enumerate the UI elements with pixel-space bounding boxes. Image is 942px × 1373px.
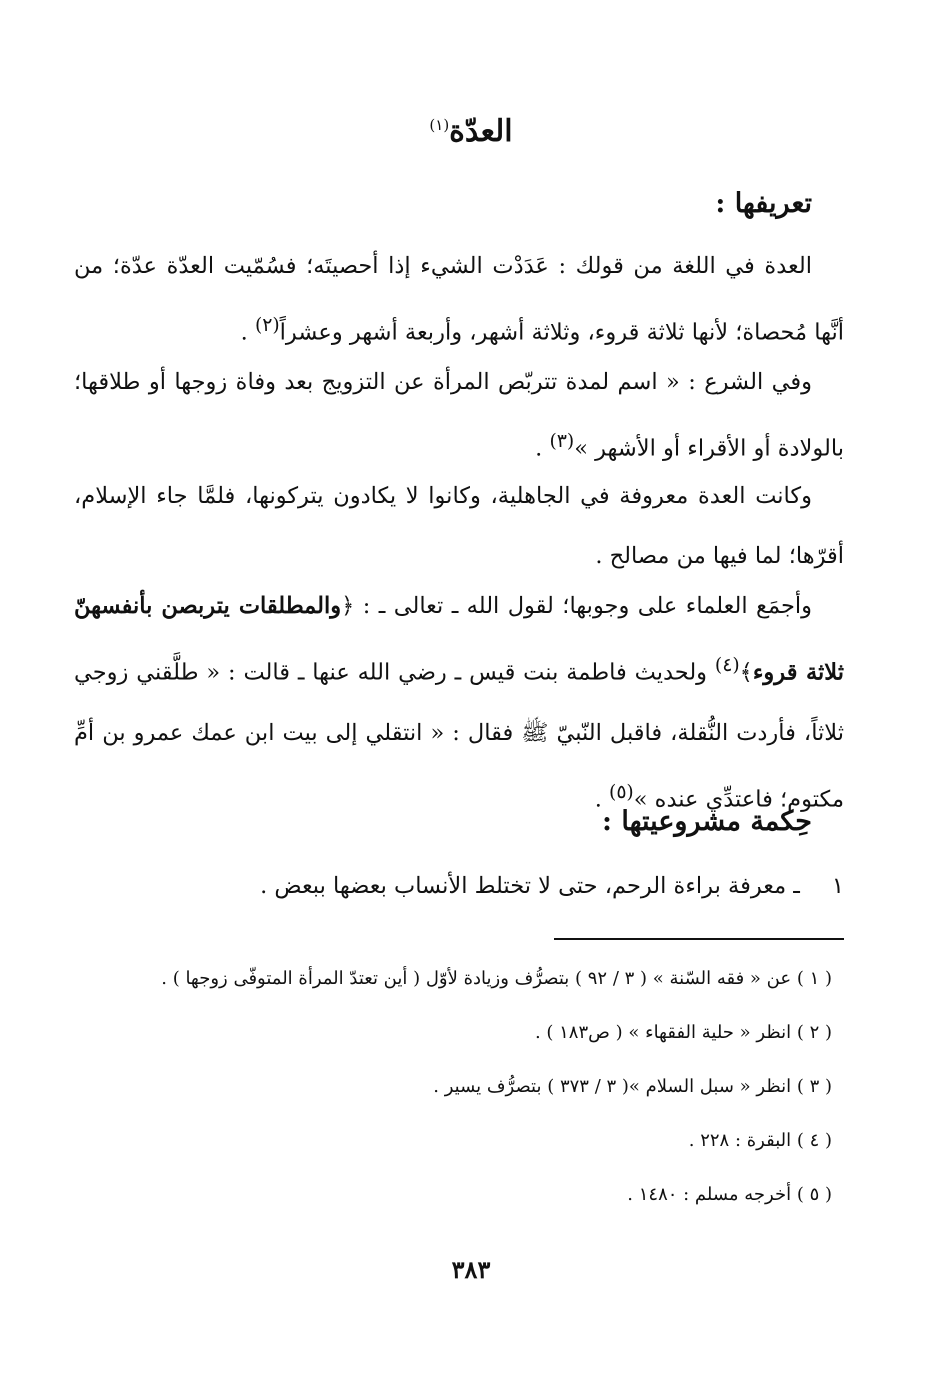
- wisdom-heading: حِكمة مشروعيتها :: [601, 806, 812, 837]
- wisdom-item-1: [74, 856, 844, 916]
- footnote-item: ( ٣ ) انظر « سبل السلام »( ٣ / ٣٧٣ ) بتصرُّف يسير .: [433, 1076, 832, 1097]
- footnote-mark-2: (٢): [254, 315, 280, 336]
- paragraph-text: وفي الشرع : « اسم لمدة تتربّص المرأة عن التزويج بعد وفاة زوجها أو طلاقها؛ بالولادة أو الأقراء أو الأشهر »: [74, 369, 844, 462]
- paragraph-text: وكانت العدة معروفة في الجاهلية، وكانوا لا يكادون يتركونها، فلمَّا جاء الإسلام، أقرّها؛ لما فيها من مصالح .: [74, 483, 844, 569]
- chapter-title-text: العدّة: [449, 114, 513, 149]
- footnote-item: ( ٤ ) البقرة : ٢٢٨ .: [688, 1130, 832, 1151]
- wisdom-item-text: ١ـ معرفة براءة الرحم، حتى لا تختلط الأنساب بعضها ببعض .: [260, 873, 844, 899]
- footnote-mark-3: (٣): [549, 431, 575, 452]
- chapter-title: [0, 100, 942, 157]
- definition-heading: تعريفها :: [715, 188, 812, 219]
- paragraph-linguistic-definition: [74, 236, 844, 363]
- paragraph-text: العدة في اللغة من قولك : عَدَدْت الشيء إذا أحصيتَه؛ فسُمّيت العدّة عدّة؛ من أنَّها مُحصاة؛ لأنها ثلاثة قروء، وثلاثة أشهر، وأربعة أشهر وعشراً: [74, 253, 844, 346]
- quran-close: ﴾: [739, 659, 753, 686]
- footnote-mark-1: (١): [429, 116, 450, 134]
- footnote-mark-4: (٤): [714, 655, 740, 676]
- hadith-text: ولحديث فاطمة بنت قيس ـ رضي الله عنها ـ قالت : « طلَّقني زوجي ثلاثاً، فأردت النُّقلة، فاقبل النّبيّ ﷺ فقال : « انتقلي إلى بيت ابن عمك عمرو بن أمِّ مكتوم؛ فاعتدِّي عنده »: [74, 659, 844, 812]
- paragraph-consensus: [74, 576, 844, 829]
- paragraph-text: وأجمَع العلماء على وجوبها؛ لقول الله ـ تعالى ـ : ﴿: [341, 593, 813, 619]
- paragraph-end: .: [594, 786, 609, 812]
- paragraph-legal-definition: [74, 352, 844, 479]
- footnote-mark-5: (٥): [609, 781, 634, 803]
- footnote-item: ( ٢ ) انظر « حلية الفقهاء » ( ص١٨٣ ) .: [534, 1022, 832, 1043]
- paragraph-history: [74, 466, 844, 586]
- paragraph-end: .: [240, 319, 255, 346]
- footnote-divider: [554, 938, 844, 940]
- quran-quote: والمطلقات يتربصن بأنفسهنّ ثلاثة قروء: [74, 593, 844, 686]
- footnotes-list: [72, 952, 832, 1222]
- paragraph-end: .: [535, 435, 550, 462]
- page-number: ٣٨٣: [451, 1255, 491, 1284]
- footnote-item: ( ٥ ) أخرجه مسلم : ١٤٨٠ .: [627, 1184, 832, 1205]
- footnote-item: ( ١ ) عن « فقه السّنة » ( ٣ / ٩٢ ) بتصرُّف وزيادة لأوّل ( أين تعتدّ المرأة المتوفّى زوجها ) .: [161, 968, 832, 989]
